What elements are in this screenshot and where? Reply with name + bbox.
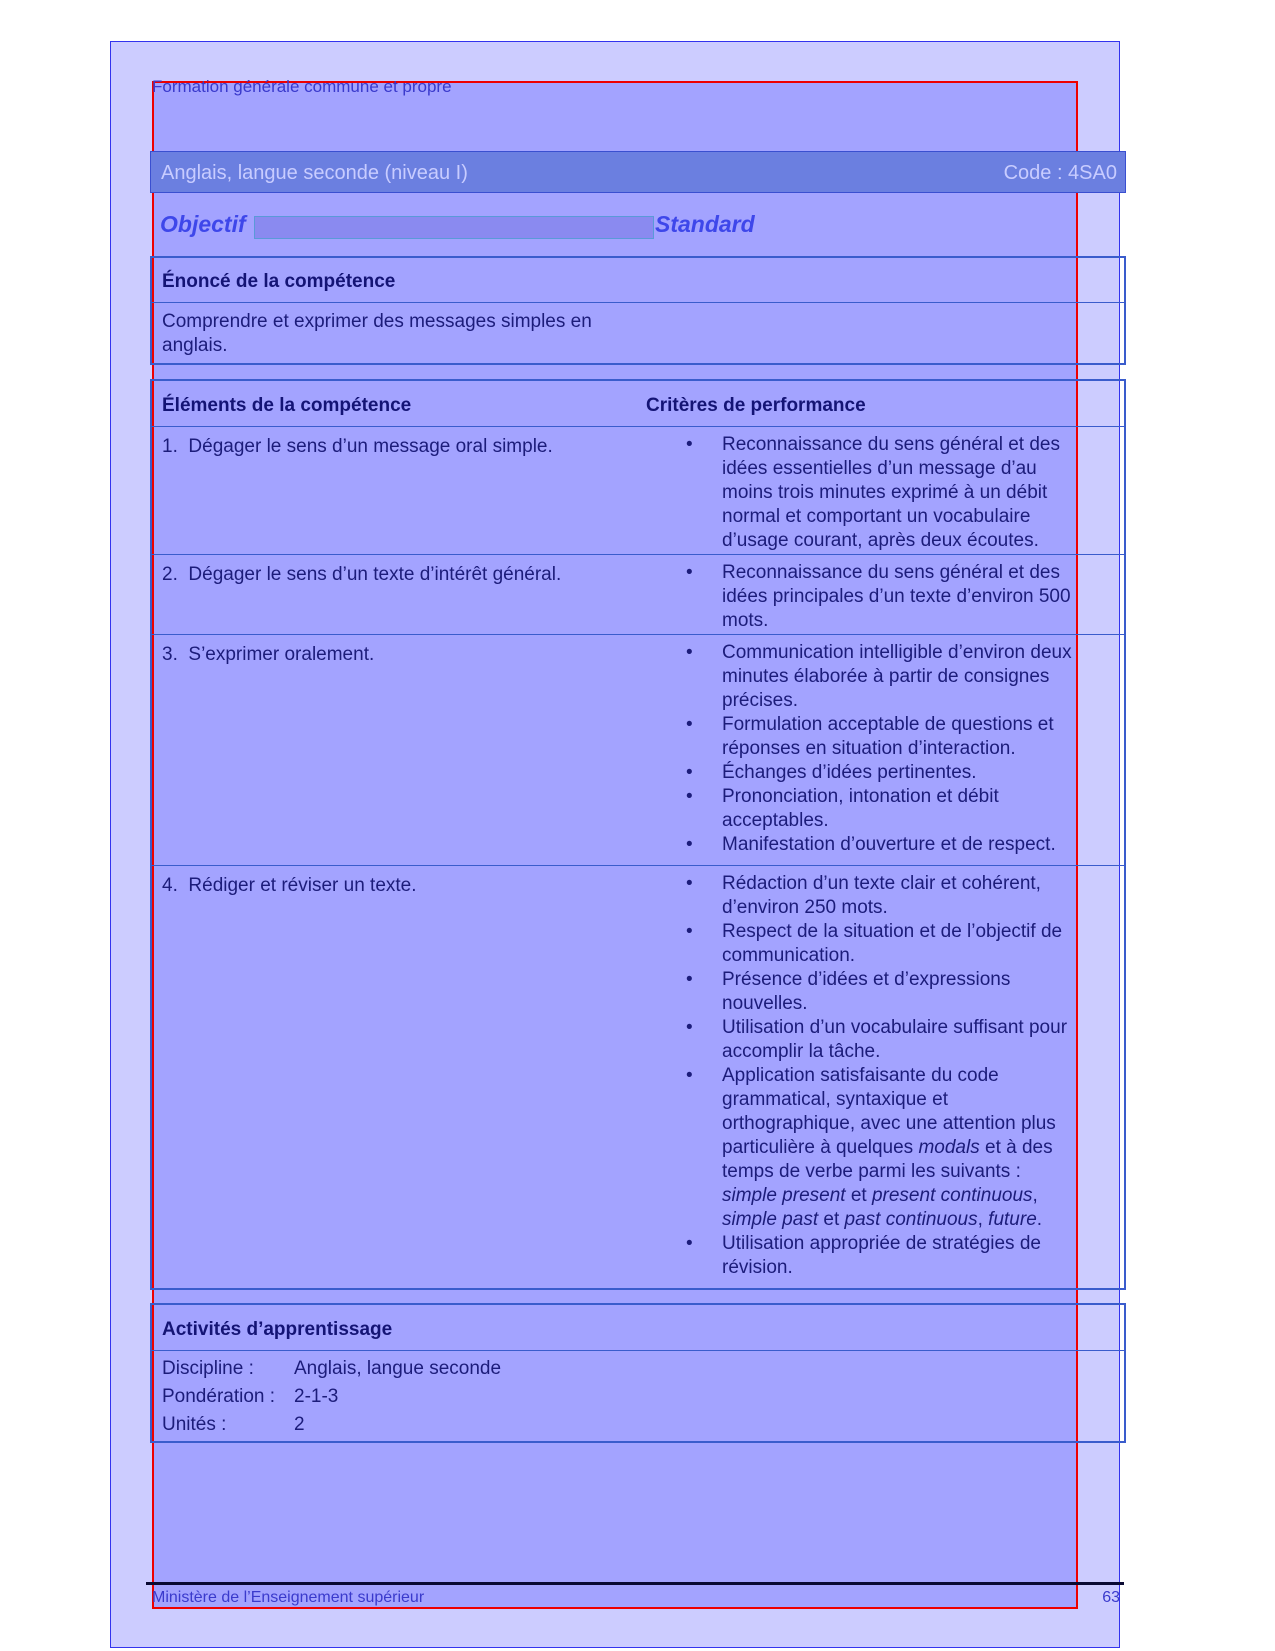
list-item: • Présence d’idées et d’expressions nouvelles. <box>686 969 1011 1014</box>
enonce-heading: Énoncé de la compétence <box>162 271 396 292</box>
list-item: • Communication intelligible d’environ deux minutes élaborée à partir de consignes précises. <box>686 642 1072 711</box>
list-item: • Échanges d’idées pertinentes. <box>686 762 977 783</box>
list-item: • Prononciation, intonation et débit acceptables. <box>686 786 999 831</box>
discipline-value: Anglais, langue seconde <box>294 1358 502 1379</box>
bullet-icon: • <box>686 434 693 455</box>
criteria-list-4 <box>686 872 1076 1280</box>
divider <box>152 554 1124 555</box>
element-4: 4. Rédiger et réviser un texte. <box>162 875 417 896</box>
discipline-label: Discipline : <box>162 1358 254 1379</box>
bullet-icon: • <box>686 762 693 783</box>
ponderation-row <box>162 1386 339 1408</box>
list-item: • Utilisation d’un vocabulaire suffisant pour accomplir la tâche. <box>686 1017 1068 1062</box>
criteria-list-3 <box>686 641 1076 857</box>
bullet-icon: • <box>686 562 693 583</box>
course-title-bar <box>150 151 1126 193</box>
elements-table <box>150 379 1126 1290</box>
element-3: 3. S’exprimer oralement. <box>162 644 375 665</box>
divider <box>152 865 1124 866</box>
bullet-icon: • <box>686 834 693 855</box>
list-item: • Utilisation appropriée de stratégies de révision. <box>686 1233 1041 1278</box>
footer-rule <box>146 1582 1124 1585</box>
activites-heading: Activités d’apprentissage <box>162 1319 393 1340</box>
footer-ministry: Ministère de l’Enseignement supérieur <box>152 1589 425 1606</box>
ponderation-value: 2-1-3 <box>294 1386 339 1407</box>
bullet-icon: • <box>686 969 693 990</box>
unites-label: Unités : <box>162 1414 227 1435</box>
objectif-rule <box>254 216 654 239</box>
page-number: 63 <box>1102 1589 1120 1606</box>
divider <box>152 1350 1124 1351</box>
running-head: Formation générale commune et propre <box>152 77 452 96</box>
list-item: • Reconnaissance du sens général et des idées principales d’un texte d’environ 500 mots. <box>686 562 1071 631</box>
unites-value: 2 <box>294 1414 305 1435</box>
list-item: • Rédaction d’un texte clair et cohérent, d’environ 250 mots. <box>686 873 1041 918</box>
bullet-icon: • <box>686 1233 693 1254</box>
list-item: • Manifestation d’ouverture et de respect. <box>686 834 1056 855</box>
bullet-icon: • <box>686 1065 693 1086</box>
unites-row <box>162 1414 305 1436</box>
activites-box <box>150 1303 1126 1443</box>
elements-heading: Éléments de la compétence <box>162 395 412 416</box>
bullet-icon: • <box>686 786 693 807</box>
bullet-icon: • <box>686 873 693 894</box>
list-item: • Respect de la situation et de l’objectif de communication. <box>686 921 1063 966</box>
bullet-icon: • <box>686 921 693 942</box>
objectif-heading: Objectif <box>160 211 246 237</box>
divider <box>152 302 1124 303</box>
divider <box>152 426 1124 427</box>
bullet-icon: • <box>686 642 693 663</box>
criteria-list-1 <box>686 433 1076 553</box>
divider <box>152 634 1124 635</box>
standard-heading: Standard <box>655 211 755 237</box>
enonce-box <box>150 256 1126 365</box>
criteria-heading: Critères de performance <box>646 395 866 416</box>
bullet-icon: • <box>686 1017 693 1038</box>
discipline-row <box>162 1358 502 1380</box>
enonce-text: Comprendre et exprimer des messages simples en anglais. <box>162 311 592 356</box>
element-2: 2. Dégager le sens d’un texte d’intérêt général. <box>162 564 562 585</box>
list-item <box>686 1064 1076 1232</box>
element-1: 1. Dégager le sens d’un message oral simple. <box>162 436 553 457</box>
course-title: Anglais, langue seconde (niveau I) <box>161 162 468 184</box>
bullet-icon: • <box>686 714 693 735</box>
criteria-text: Application satisfaisante du code grammatical, syntaxique et orthographique, avec une attention plus particulière à quelques modals et à des temps de verbe parmi les suivants : simple present et present continuous, simple past et past continuous, future. <box>722 1065 1056 1230</box>
criteria-list-2 <box>686 561 1076 633</box>
ponderation-label: Pondération : <box>162 1386 276 1407</box>
list-item: • Reconnaissance du sens général et des idées essentielles d’un message d’au moins trois minutes exprimé à un débit normal et comportant un vocabulaire d’usage courant, après deux écoutes. <box>686 434 1061 551</box>
list-item: • Formulation acceptable de questions et réponses en situation d’interaction. <box>686 714 1054 759</box>
course-code: Code : 4SA0 <box>1003 162 1117 184</box>
